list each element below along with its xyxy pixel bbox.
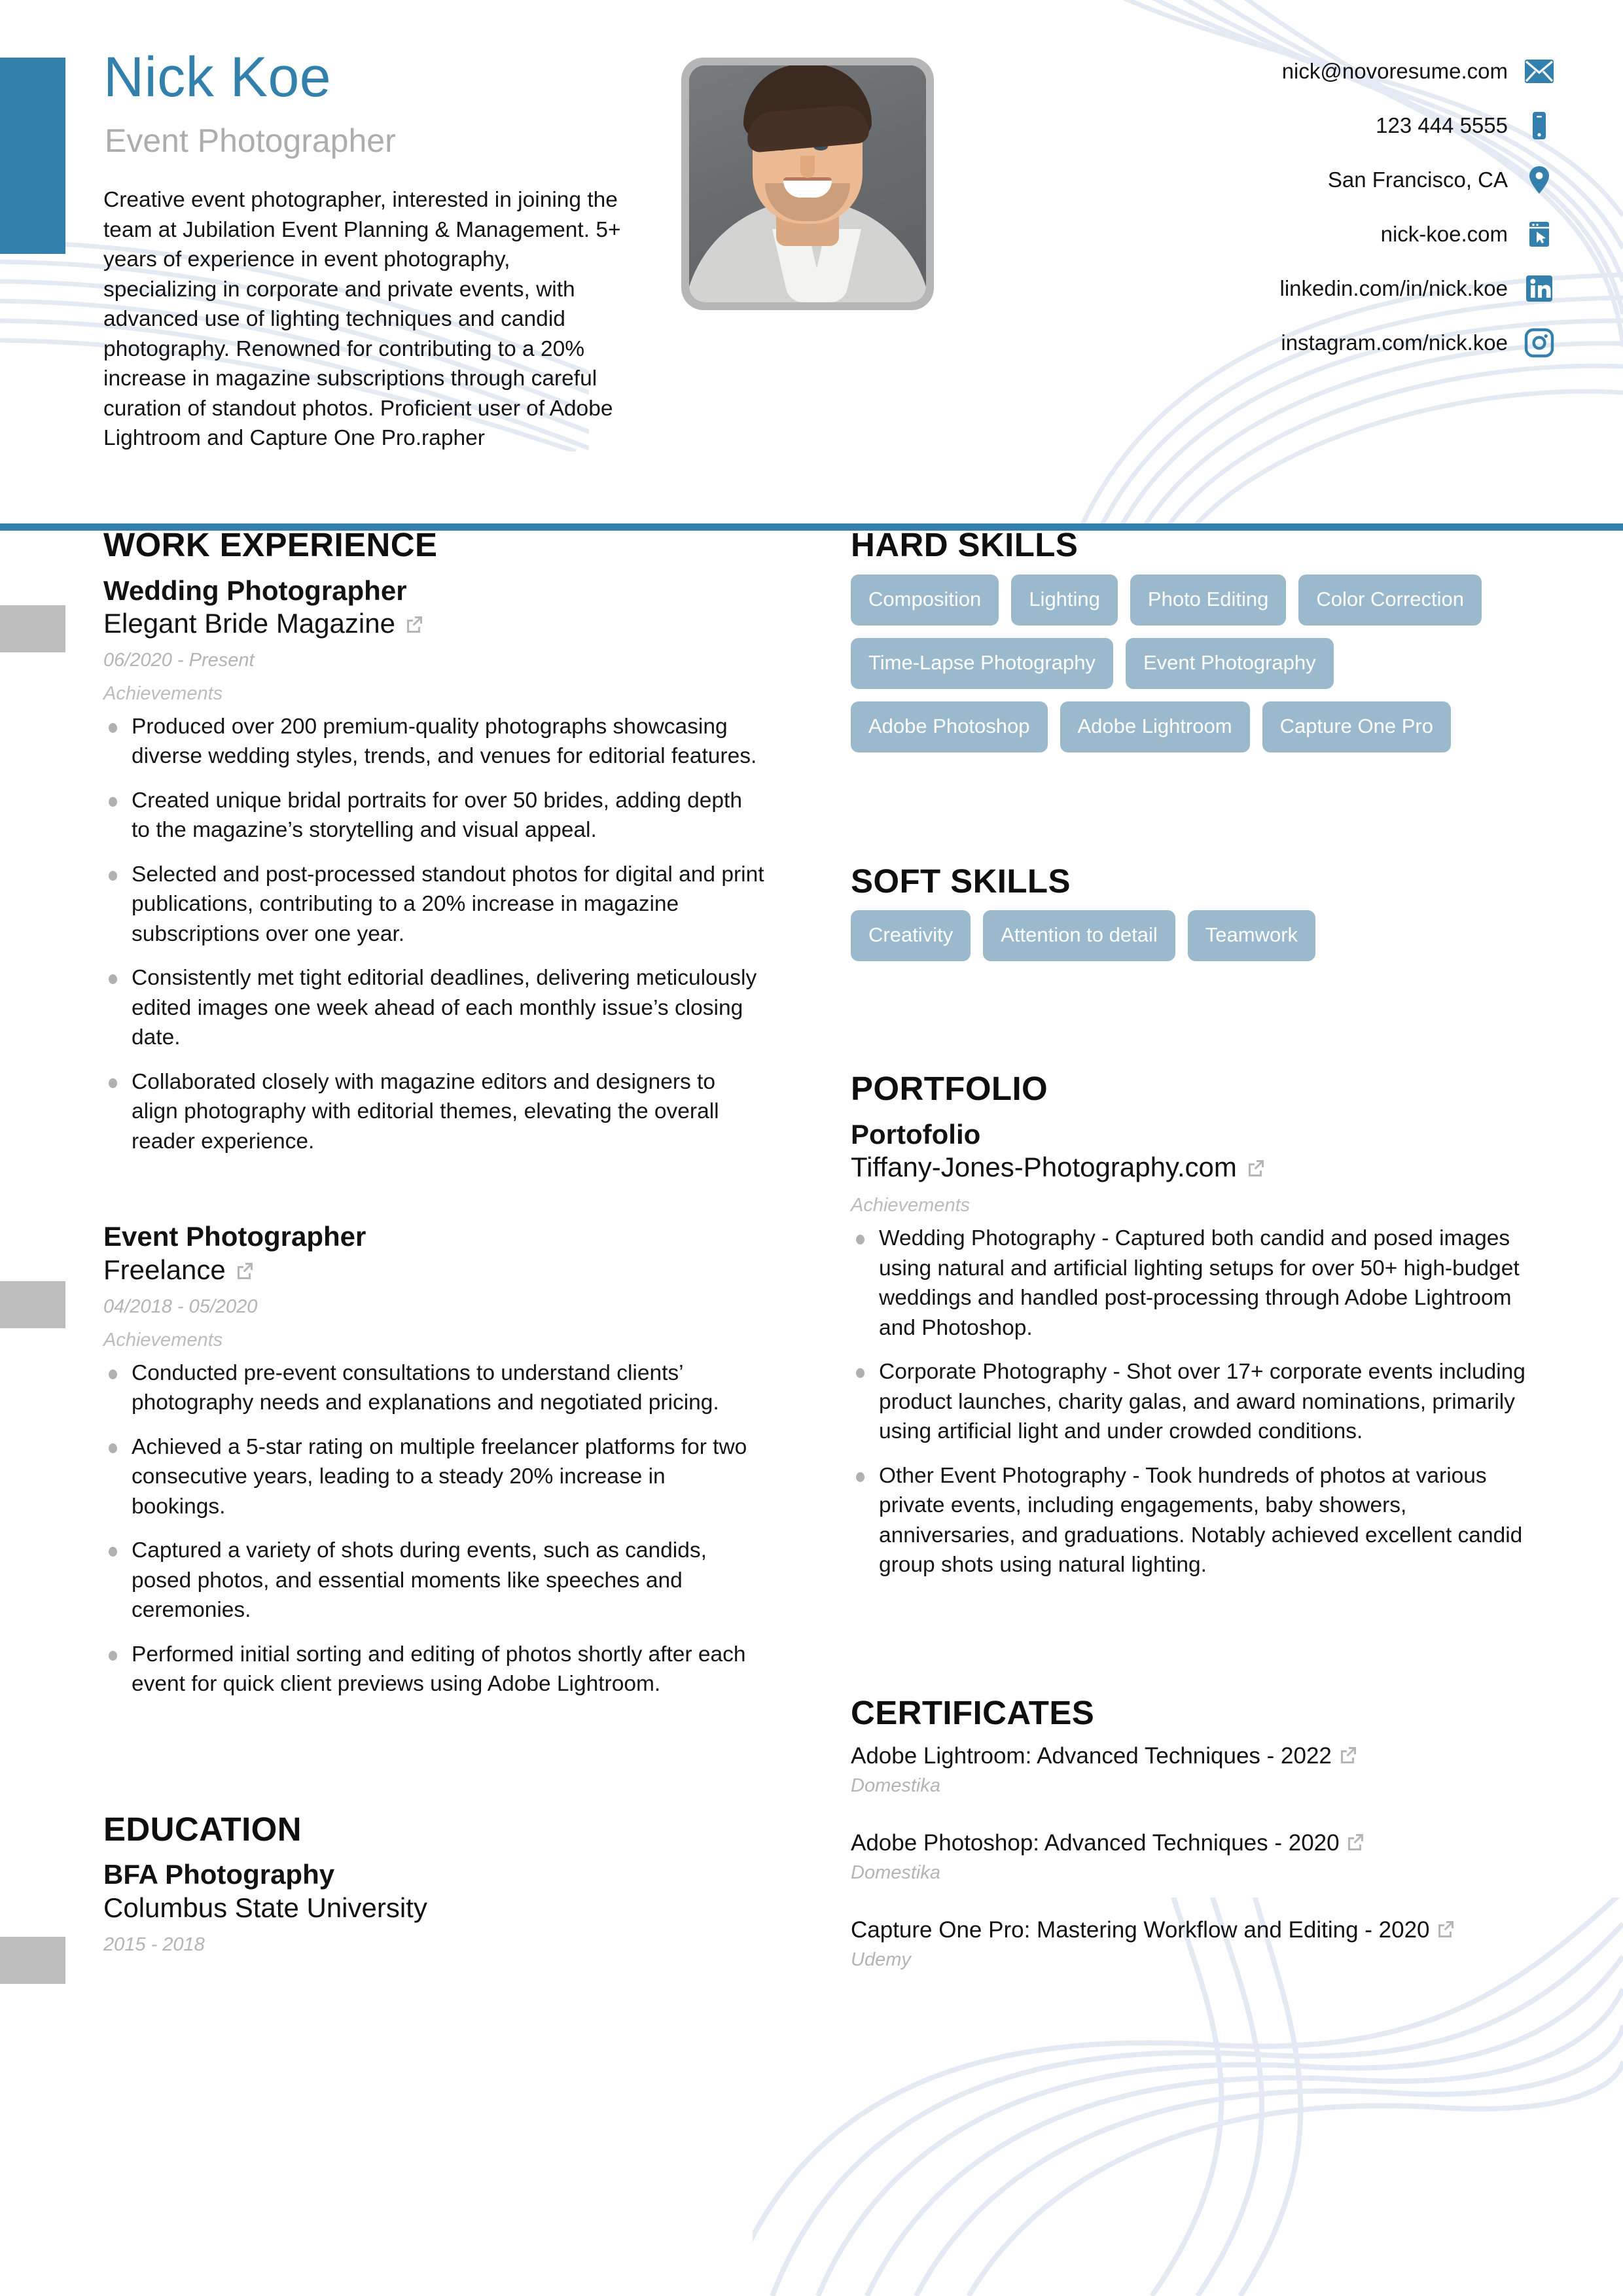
external-link-icon[interactable]	[1246, 1158, 1266, 1178]
profile-photo	[689, 65, 926, 302]
certificate-2-org: Domestika	[851, 1862, 940, 1884]
list-item: Captured a variety of shots during events, such as candids, posed photos, and essential moments like speeches and ceremonies.	[103, 1536, 764, 1625]
list-item: Performed initial sorting and editing of photos shortly after each event for quick client previews using Adobe Lightroom.	[103, 1640, 764, 1699]
list-item: Selected and post-processed standout photos for digital and print publications, contributing to a 20% increase in magazine subscriptions over one year.	[103, 860, 764, 949]
contact-list	[1280, 51, 1556, 377]
education-entry-1-dates: 2015 - 2018	[103, 1934, 205, 1956]
list-item: Created unique bridal portraits for over 50 brides, adding depth to the magazine’s storytelling and visual appeal.	[103, 786, 764, 845]
work-experience-title: WORK EXPERIENCE	[103, 526, 438, 563]
list-item: Corporate Photography - Shot over 17+ corporate events including product launches, charity galas, and award nominations, primarily using artificial light and under crowded conditions.	[851, 1357, 1531, 1447]
certificate-1-org: Domestika	[851, 1775, 940, 1797]
certificate-1-name-row	[851, 1742, 1531, 1771]
hard-skill-pill: Adobe Photoshop	[851, 701, 1048, 752]
portfolio-title: PORTFOLIO	[851, 1070, 1048, 1108]
list-item: Wedding Photography - Captured both candid and posed images using natural and artificial lighting setups for over 50+ high-budget weddings and handled post-processing through Adobe Lightroom and Photoshop.	[851, 1224, 1531, 1343]
contact-website-value: nick-koe.com	[1380, 222, 1508, 246]
external-link-icon[interactable]	[1338, 1745, 1358, 1765]
work-entry-2-achievements-label: Achievements	[103, 1330, 223, 1351]
right-column	[851, 527, 1531, 2003]
certificates-title: CERTIFICATES	[851, 1693, 1095, 1731]
list-item: Consistently met tight editorial deadlines, delivering meticulously edited images one week ahead of each monthly issue’s closing date.	[103, 963, 764, 1053]
work-entry-2-company-row	[103, 1253, 764, 1286]
external-link-icon[interactable]	[1436, 1919, 1455, 1939]
left-column	[103, 527, 764, 1962]
hard-skill-pill: Event Photography	[1126, 638, 1334, 689]
work-entry-2-dates: 04/2018 - 05/2020	[103, 1296, 258, 1318]
list-item: Collaborated closely with magazine editors and designers to align photography with editorial themes, elevating the overall reader experience.	[103, 1067, 764, 1157]
soft-skill-pill: Teamwork	[1188, 910, 1315, 961]
external-link-icon[interactable]	[1346, 1832, 1365, 1852]
certificate-3-name-row	[851, 1916, 1531, 1945]
contact-row-website[interactable]	[1381, 214, 1555, 255]
list-item: Conducted pre-event consultations to understand clients’ photography needs and explanations and negotiated pricing.	[103, 1358, 764, 1418]
hard-skill-pill: Photo Editing	[1130, 574, 1286, 626]
location-pin-icon	[1524, 164, 1555, 196]
candidate-name: Nick Koe	[103, 46, 332, 109]
section-portfolio	[851, 1071, 1531, 1580]
candidate-job-title: Event Photographer	[105, 122, 396, 159]
portfolio-entry-1-achievements-label: Achievements	[851, 1195, 971, 1216]
contact-row-email[interactable]	[1282, 51, 1555, 92]
profile-photo-frame	[681, 58, 934, 310]
work-entry-1	[103, 574, 764, 1157]
portfolio-entry-1-name: Portofolio	[851, 1118, 981, 1150]
certificate-3-org: Udemy	[851, 1949, 911, 1971]
contact-email-value: nick@novoresume.com	[1281, 59, 1508, 83]
section-certificates	[851, 1695, 1531, 1971]
website-icon	[1524, 219, 1555, 250]
certificate-1-name: Adobe Lightroom: Advanced Techniques - 2022	[851, 1743, 1332, 1769]
certificate-item-3	[851, 1916, 1531, 1971]
education-entry-1-school: Columbus State University	[103, 1892, 427, 1923]
list-item: Achieved a 5-star rating on multiple freelancer platforms for two consecutive years, leading to a steady 20% increase in bookings.	[103, 1432, 764, 1522]
contact-row-linkedin[interactable]	[1280, 268, 1556, 309]
soft-skills-title: SOFT SKILLS	[851, 862, 1071, 900]
certificate-2-name: Adobe Photoshop: Advanced Techniques - 2020	[851, 1830, 1340, 1856]
hard-skill-pill: Lighting	[1011, 574, 1118, 626]
soft-skill-pill: Attention to detail	[983, 910, 1175, 961]
soft-skills-list	[851, 910, 1505, 961]
work-entry-1-bullets	[103, 712, 764, 1157]
hard-skills-title: HARD SKILLS	[851, 526, 1079, 563]
work-entry-2-bullets	[103, 1358, 764, 1699]
external-link-icon[interactable]	[235, 1261, 255, 1280]
education-title: EDUCATION	[103, 1810, 302, 1848]
margin-marker-education	[0, 1937, 65, 1984]
margin-marker-job-2	[0, 1281, 65, 1328]
external-link-icon[interactable]	[404, 614, 424, 634]
contact-location-value: San Francisco, CA	[1327, 168, 1508, 192]
work-entry-1-achievements-label: Achievements	[103, 683, 223, 705]
contact-row-instagram[interactable]	[1281, 323, 1555, 363]
hard-skill-pill: Color Correction	[1298, 574, 1482, 626]
contact-linkedin-value: linkedin.com/in/nick.koe	[1279, 276, 1508, 300]
candidate-summary: Creative event photographer, interested in joining the team at Jubilation Event Planning & Management. 5+ years of experience in event photography, specializing in corporate and private events, with advanced use of lighting techniques and candid photography. Renowned for contributing to a 20% increase in magazine subscriptions through careful curation of standout photos. Proficient user of Adobe Lightroom and Capture One Pro.rapher	[103, 188, 621, 450]
margin-marker-job-1	[0, 605, 65, 652]
portfolio-entry-1-url: Tiffany-Jones-Photography.com	[851, 1152, 1237, 1183]
hard-skill-pill: Composition	[851, 574, 999, 626]
certificate-3-name: Capture One Pro: Mastering Workflow and Editing - 2020	[851, 1917, 1430, 1943]
section-work-experience	[103, 527, 764, 1699]
portfolio-entry-1-url-row	[851, 1150, 1531, 1184]
linkedin-icon	[1524, 273, 1555, 304]
contact-instagram-value: instagram.com/nick.koe	[1281, 330, 1508, 355]
portfolio-entry-1	[851, 1118, 1531, 1580]
hard-skill-pill: Capture One Pro	[1262, 701, 1451, 752]
section-soft-skills	[851, 864, 1531, 962]
header-accent-block	[0, 58, 65, 254]
phone-icon	[1524, 110, 1555, 141]
work-entry-1-role: Wedding Photographer	[103, 574, 407, 606]
hard-skill-pill: Time-Lapse Photography	[851, 638, 1113, 689]
work-entry-1-dates: 06/2020 - Present	[103, 650, 255, 671]
hard-skills-list	[851, 574, 1505, 752]
certificate-2-name-row	[851, 1829, 1531, 1858]
work-entry-1-company: Elegant Bride Magazine	[103, 608, 395, 639]
email-icon	[1524, 56, 1555, 87]
work-entry-2-company: Freelance	[103, 1254, 226, 1285]
work-entry-2	[103, 1220, 764, 1699]
contact-phone-value: 123 444 5555	[1376, 113, 1508, 137]
contact-row-phone[interactable]	[1376, 105, 1555, 146]
resume-header	[0, 0, 1623, 527]
list-item: Produced over 200 premium-quality photographs showcasing diverse wedding styles, trends, and venues for editorial features.	[103, 712, 764, 771]
section-education	[103, 1812, 764, 1956]
work-entry-2-role: Event Photographer	[103, 1221, 366, 1252]
education-entry-1-degree: BFA Photography	[103, 1859, 335, 1890]
work-entry-1-company-row	[103, 607, 764, 640]
section-hard-skills	[851, 527, 1531, 752]
certificate-item-2	[851, 1829, 1531, 1884]
contact-row-location[interactable]	[1328, 160, 1555, 200]
list-item: Other Event Photography - Took hundreds of photos at various private events, including engagements, baby showers, anniversaries, and graduations. Notably achieved excellent candid group shots using natural lighting.	[851, 1461, 1531, 1580]
portfolio-entry-1-bullets	[851, 1224, 1531, 1580]
education-entry-1	[103, 1858, 764, 1956]
soft-skill-pill: Creativity	[851, 910, 971, 961]
certificate-item-1	[851, 1742, 1531, 1797]
hard-skill-pill: Adobe Lightroom	[1060, 701, 1250, 752]
instagram-icon	[1524, 327, 1555, 359]
